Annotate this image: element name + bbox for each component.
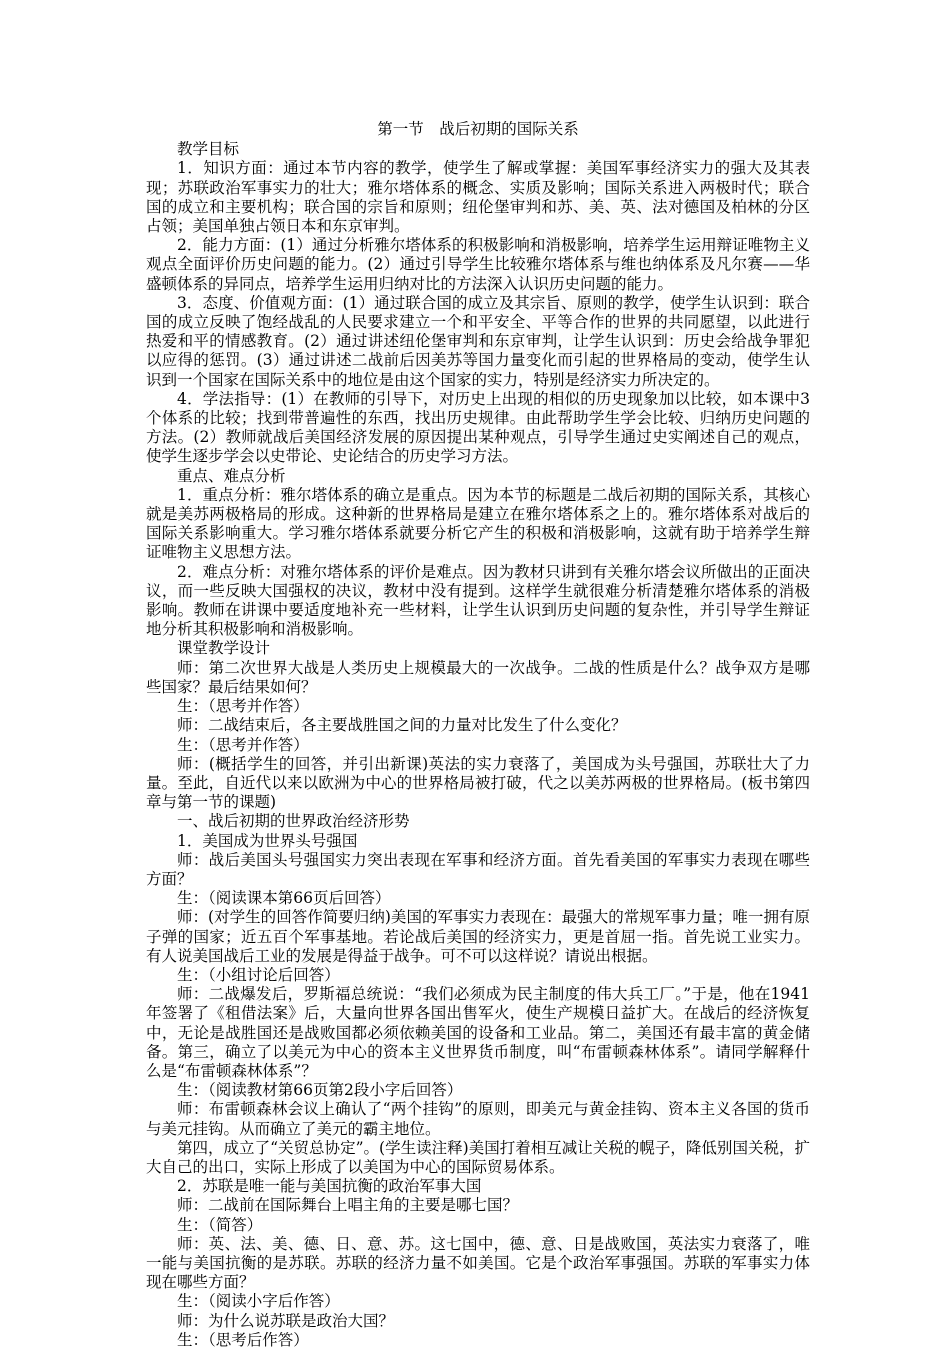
paragraph: 师：为什么说苏联是政治大国？ (177, 1311, 395, 1330)
paragraph: 2．苏联是唯一能与美国抗衡的政治军事大国 (177, 1177, 482, 1196)
paragraph: 师：(对学生的回答作简要归纳)美国的军事实力表现在：最强大的常规军事力量；唯一拥有原子弹的国家；近五百个军事基地。若论战后美国的经济实力，更是首屈一指。首先说工业实力。有人说美国战后工业的发展是得益于战争。可不可以这样说？请说出根据。 (146, 908, 810, 965)
paragraph: 1．知识方面：通过本节内容的教学，使学生了解或掌握：美国军事经济实力的强大及其表现；苏联政治军事实力的壮大；雅尔塔体系的概念、实质及影响；国际关系进入两极时代；联合国的成立和主要机构；联合国的宗旨和原则；纽伦堡审判和苏、美、英、法对德国及柏林的分区占领；美国单独占领日本和东京审判。 (146, 159, 810, 236)
paragraph: 1．美国成为世界头号强国 (177, 831, 358, 850)
paragraph: 生：（简答） (177, 1215, 263, 1234)
page-title: 第一节 战后初期的国际关系 (377, 120, 579, 138)
paragraph: 师：战后美国头号强国实力突出表现在军事和经济方面。首先看美国的军事实力表现在哪些方面？ (146, 850, 810, 888)
section-heading: 重点、难点分析 (177, 466, 286, 485)
paragraph: 生：（阅读课本第66页后回答） (177, 889, 391, 908)
paragraph: 3．态度、价值观方面：(1）通过联合国的成立及其宗旨、原则的教学，使学生认识到：联合国的成立反映了饱经战乱的人民要求建立一个和平安全、平等合作的世界的共同愿望，以此进行热爱和平的情感教育。(2）通过讲述纽伦堡审判和东京审判，让学生认识到：历史会给战争罪犯以应得的惩罚。(3）通过讲述二战前后因美苏等国力量变化而引起的世界格局的变动，使学生认识到一个国家在国际关系中的地位是由这个国家的实力，特别是经济实力所决定的。 (146, 293, 810, 389)
paragraph: 师：(概括学生的回答，并引出新课)英法的实力衰落了，美国成为头号强国，苏联壮大了力量。至此，自近代以来以欧洲为中心的世界格局被打破，代之以美苏两极的世界格局。(板书第四章与第一节的课题) (146, 754, 810, 812)
paragraph: 生：（阅读教材第66页第2段小字后回答） (177, 1081, 463, 1100)
paragraph: 师：二战结束后，各主要战胜国之间的力量对比发生了什么变化？ (177, 716, 627, 735)
paragraph: 师：二战爆发后，罗斯福总统说：“我们必须成为民主制度的伟大兵工厂。”于是，他在1941年签署了《租借法案》后，大量向世界各国出售军火，使生产规模日益扩大。在战后的经济恢复中，无论是战胜国还是战败国都必须依赖美国的设备和工业品。第二，美国还有最丰富的黄金储备。第三，确立了以美元为中心的资本主义世界货币制度，叫“布雷顿森林体系”。请同学解释什么是“布雷顿森林体系”？ (146, 985, 810, 1080)
paragraph: 师：英、法、美、德、日、意、苏。这七国中，德、意、日是战败国，英法实力衰落了，唯一能与美国抗衡的是苏联。苏联的经济力量不如美国。它是个政治军事强国。苏联的军事实力体现在哪些方面？ (146, 1234, 810, 1292)
paragraph: 2．难点分析：对雅尔塔体系的评价是难点。因为教材只讲到有关雅尔塔会议所做出的正面决议，而一些反映大国强权的决议，教材中没有提到。这样学生就很难分析清楚雅尔塔体系的消极影响。教师在讲课中要适度地补充一些材料，让学生认识到历史问题的复杂性，并引导学生辩证地分析其积极影响和消极影响。 (146, 562, 810, 639)
paragraph: 师：第二次世界大战是人类历史上规模最大的一次战争。二战的性质是什么？战争双方是哪些国家？最后结果如何？ (146, 658, 810, 696)
paragraph: 生：（小组讨论后回答） (177, 965, 340, 984)
paragraph: 师：二战前在国际舞台上唱主角的主要是哪七国？ (177, 1196, 519, 1215)
section-heading: 课堂教学设计 (177, 639, 271, 658)
section-heading: 一、战后初期的世界政治经济形势 (177, 812, 410, 831)
paragraph: 4．学法指导：(1）在教师的引导下，对历史上出现的相似的历史现象加以比较，如本课中3个体系的比较；找到带普遍性的东西，找出历史规律。由此帮助学生学会比较、归纳历史问题的方法。(2）教师就战后美国经济发展的原因提出某种观点，引导学生通过史实阐述自己的观点，使学生逐步学会以史带论、史论结合的历史学习方法。 (146, 389, 810, 466)
paragraph: 生：（思考并作答） (177, 697, 309, 716)
paragraph: 生：（阅读小字后作答） (177, 1292, 340, 1311)
paragraph: 生：（思考后作答） (177, 1330, 309, 1349)
paragraph: 第四，成立了“关贸总协定”。(学生读注释)美国打着相互减让关税的幌子，降低别国关税，扩大自己的出口，实际上形成了以美国为中心的国际贸易体系。 (146, 1138, 810, 1176)
paragraph: 师：布雷顿森林会议上确认了“两个挂钩”的原则，即美元与黄金挂钩、资本主义各国的货币与美元挂钩。从而确立了美元的霸主地位。 (146, 1100, 810, 1138)
document-page (146, 120, 810, 1350)
paragraph: 1．重点分析：雅尔塔体系的确立是重点。因为本节的标题是二战后初期的国际关系，其核心就是美苏两极格局的形成。这种新的世界格局是建立在雅尔塔体系之上的。雅尔塔体系对战后的国际关系影响重大。学习雅尔塔体系就要分析它产生的积极和消极影响，这就有助于培养学生辩证唯物主义思想方法。 (146, 485, 810, 562)
section-heading: 教学目标 (177, 140, 240, 159)
paragraph: 生：（思考并作答） (177, 735, 309, 754)
paragraph: 2．能力方面：(1）通过分析雅尔塔体系的积极影响和消极影响，培养学生运用辩证唯物主义观点全面评价历史问题的能力。(2）通过引导学生比较雅尔塔体系与维也纳体系及凡尔赛——华盛顿体系的异同点，培养学生运用归纳对比的方法深入认识历史问题的能力。 (146, 236, 810, 293)
document-body (146, 140, 810, 1350)
